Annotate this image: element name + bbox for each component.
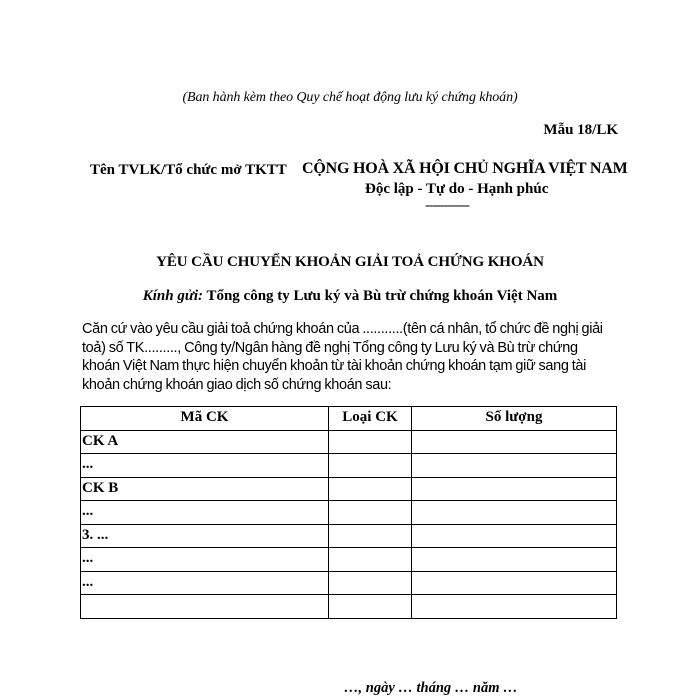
- table-row: [81, 430, 617, 454]
- date-line: …, ngày … tháng … năm …: [344, 680, 518, 696]
- cell-quantity: [412, 595, 617, 619]
- cell-type: [329, 595, 412, 619]
- cell-quantity: [412, 524, 617, 548]
- cell-quantity: [412, 501, 617, 525]
- cell-type: [329, 501, 412, 525]
- column-header-code: Mã CK: [81, 407, 329, 431]
- table-row: [81, 571, 617, 595]
- recipient-line: [0, 288, 700, 305]
- table-row: [81, 524, 617, 548]
- cell-type: [329, 571, 412, 595]
- header-divider: ------------: [425, 198, 469, 213]
- form-number: Mẫu 18/LK: [543, 122, 618, 138]
- cell-type: [329, 477, 412, 501]
- recipient-name: Tổng công ty Lưu ký và Bù trừ chứng khoán Việt Nam: [202, 288, 558, 304]
- table-row: [81, 595, 617, 619]
- recipient-lead: Kính gửi:: [142, 288, 203, 304]
- cell-quantity: [412, 477, 617, 501]
- cell-code: CK A: [81, 430, 329, 454]
- cell-type: [329, 548, 412, 572]
- securities-table: [80, 406, 617, 619]
- table-row: [81, 548, 617, 572]
- table-row: [81, 501, 617, 525]
- issued-with-note: (Ban hành kèm theo Quy chế hoạt động lưu ký chứng khoán): [182, 90, 518, 105]
- cell-code: [81, 595, 329, 619]
- column-header-type: Loại CK: [329, 407, 412, 431]
- cell-type: [329, 430, 412, 454]
- cell-quantity: [412, 454, 617, 478]
- cell-code: ...: [81, 571, 329, 595]
- sender-name: Tên TVLK/Tổ chức mở TKTT: [90, 162, 287, 178]
- request-body: Căn cứ vào yêu cầu giải toả chứng khoán của ...........(tên cá nhân, tổ chức đề nghị giải toả) số TK........., Công ty/Ngân hàng đề nghị Tổng công ty Lưu ký và Bù trừ chứng khoán Việt Nam thực hiện chuyển khoản từ tài khoản chứng khoán tạm giữ sang tài khoản chứng khoán giao dịch số chứng khoán sau:: [82, 321, 603, 393]
- table-row: [81, 454, 617, 478]
- table-row: [81, 477, 617, 501]
- cell-type: [329, 524, 412, 548]
- column-header-quantity: Số lượng: [412, 407, 617, 431]
- cell-quantity: [412, 548, 617, 572]
- cell-code: ...: [81, 501, 329, 525]
- cell-code: ...: [81, 548, 329, 572]
- cell-quantity: [412, 571, 617, 595]
- cell-code: ...: [81, 454, 329, 478]
- document-title: YÊU CẦU CHUYỂN KHOẢN GIẢI TOẢ CHỨNG KHOÁN: [156, 254, 544, 270]
- cell-type: [329, 454, 412, 478]
- republic-heading: CỘNG HOÀ XÃ HỘI CHỦ NGHĨA VIỆT NAM: [302, 160, 628, 177]
- table-header-row: [81, 407, 617, 431]
- cell-code: CK B: [81, 477, 329, 501]
- national-motto: Độc lập - Tự do - Hạnh phúc: [365, 181, 549, 197]
- cell-code: 3. ...: [81, 524, 329, 548]
- cell-quantity: [412, 430, 617, 454]
